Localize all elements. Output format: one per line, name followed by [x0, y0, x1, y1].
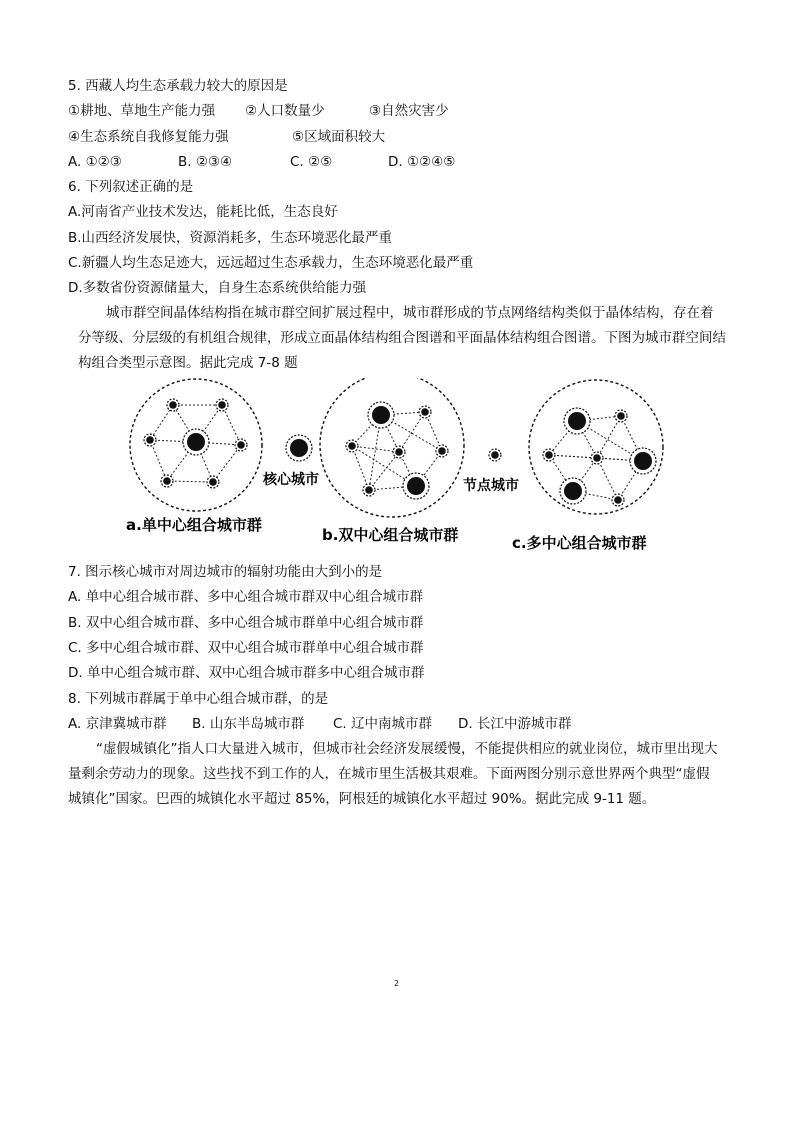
q8-options — [68, 715, 628, 733]
q7-option-a[interactable]: A. 单中心组合城市群、多中心组合城市群双中心组合城市群 — [68, 589, 424, 605]
q6-stem: 6. 下列叙述正确的是 — [68, 179, 194, 195]
core-city-legend-symbol — [286, 435, 312, 461]
caption-double-center: b.双中心组合城市群 — [322, 526, 459, 544]
caption-multi-center: c.多中心组合城市群 — [512, 534, 647, 552]
q5-option-d[interactable]: D. ①②④⑤ — [388, 154, 456, 170]
q8-option-d[interactable]: D. 长江中游城市群 — [458, 716, 572, 732]
q6-option-a[interactable]: A.河南省产业技术发达，能耗比低，生态良好 — [68, 204, 338, 220]
q5-option-a[interactable]: A. ①②③ — [68, 154, 122, 170]
q6-option-d[interactable]: D.多数省份资源储量大，自身生态系统供给能力强 — [68, 280, 367, 296]
q7-option-c[interactable]: C. 多中心组合城市群、双中心组合城市群单中心组合城市群 — [68, 640, 424, 656]
page-number: 2 — [394, 979, 400, 988]
single-center-diagram — [130, 379, 262, 511]
q6-option-c[interactable]: C.新疆人均生态足迹大，远远超过生态承载力，生态环境恶化最严重 — [68, 255, 474, 271]
q8-option-c[interactable]: C. 辽中南城市群 — [333, 716, 433, 732]
q5-item-5: ⑤区域面积较大 — [292, 129, 386, 145]
q5-item-4: ④生态系统自我修复能力强 — [68, 129, 229, 145]
node-city-legend-symbol — [489, 449, 501, 461]
q5-item-3: ③自然灾害少 — [369, 103, 449, 119]
caption-single-center: a.单中心组合城市群 — [126, 516, 262, 534]
q8-option-b[interactable]: B. 山东半岛城市群 — [192, 716, 305, 732]
q7-stem: 7. 图示核心城市对周边城市的辐射功能由大到小的是 — [68, 564, 383, 580]
q7-option-d[interactable]: D. 单中心组合城市群、双中心组合城市群多中心组合城市群 — [68, 665, 425, 681]
city-cluster-figure — [0, 378, 793, 558]
multi-center-diagram — [529, 380, 663, 514]
passage-false-urbanization: “虚假城镇化”指人口大量进入城市，但城市社会经济发展缓慢，不能提供相应的就业岗位，城市里出现大量剩余劳动力的现象。这些找不到工作的人，在城市里生活极其艰难。下面两图分别示意世界两个典型“虚假城镇化”国家。巴西的城镇化水平超过 85%，阿根廷的城镇化水平超过 90%。据此完成 9-11 题。 — [68, 741, 718, 807]
q8-option-a[interactable]: A. 京津冀城市群 — [68, 716, 167, 732]
q5-items-row1 — [68, 102, 449, 120]
legend-core-city: 核心城市 — [263, 472, 319, 488]
legend-node-city: 节点城市 — [463, 478, 519, 494]
passage-city-cluster: 城市群空间晶体结构指在城市群空间扩展过程中，城市群形成的节点网络结构类似于晶体结构，存在着分等级、分层级的有机组合规律，形成立面晶体结构组合图谱和平面晶体结构组合图谱。下图为城市群空间结构组合类型示意图。据此完成 7-8 题 — [78, 305, 726, 371]
q7-option-b[interactable]: B. 双中心组合城市群、多中心组合城市群单中心组合城市群 — [68, 615, 424, 631]
q6-option-b[interactable]: B.山西经济发展快，资源消耗多，生态环境恶化最严重 — [68, 230, 393, 246]
q5-items-row2 — [68, 128, 386, 146]
q5-item-1: ①耕地、草地生产能力强 — [68, 103, 216, 119]
q5-options — [68, 153, 488, 171]
q5-option-c[interactable]: C. ②⑤ — [290, 154, 333, 170]
q5-stem: 5. 西藏人均生态承载力较大的原因是 — [68, 78, 288, 94]
q8-stem: 8. 下列城市群属于单中心组合城市群，的是 — [68, 691, 329, 707]
q5-option-b[interactable]: B. ②③④ — [178, 154, 233, 170]
q5-item-2: ②人口数量少 — [245, 103, 325, 119]
double-center-diagram — [320, 378, 464, 517]
